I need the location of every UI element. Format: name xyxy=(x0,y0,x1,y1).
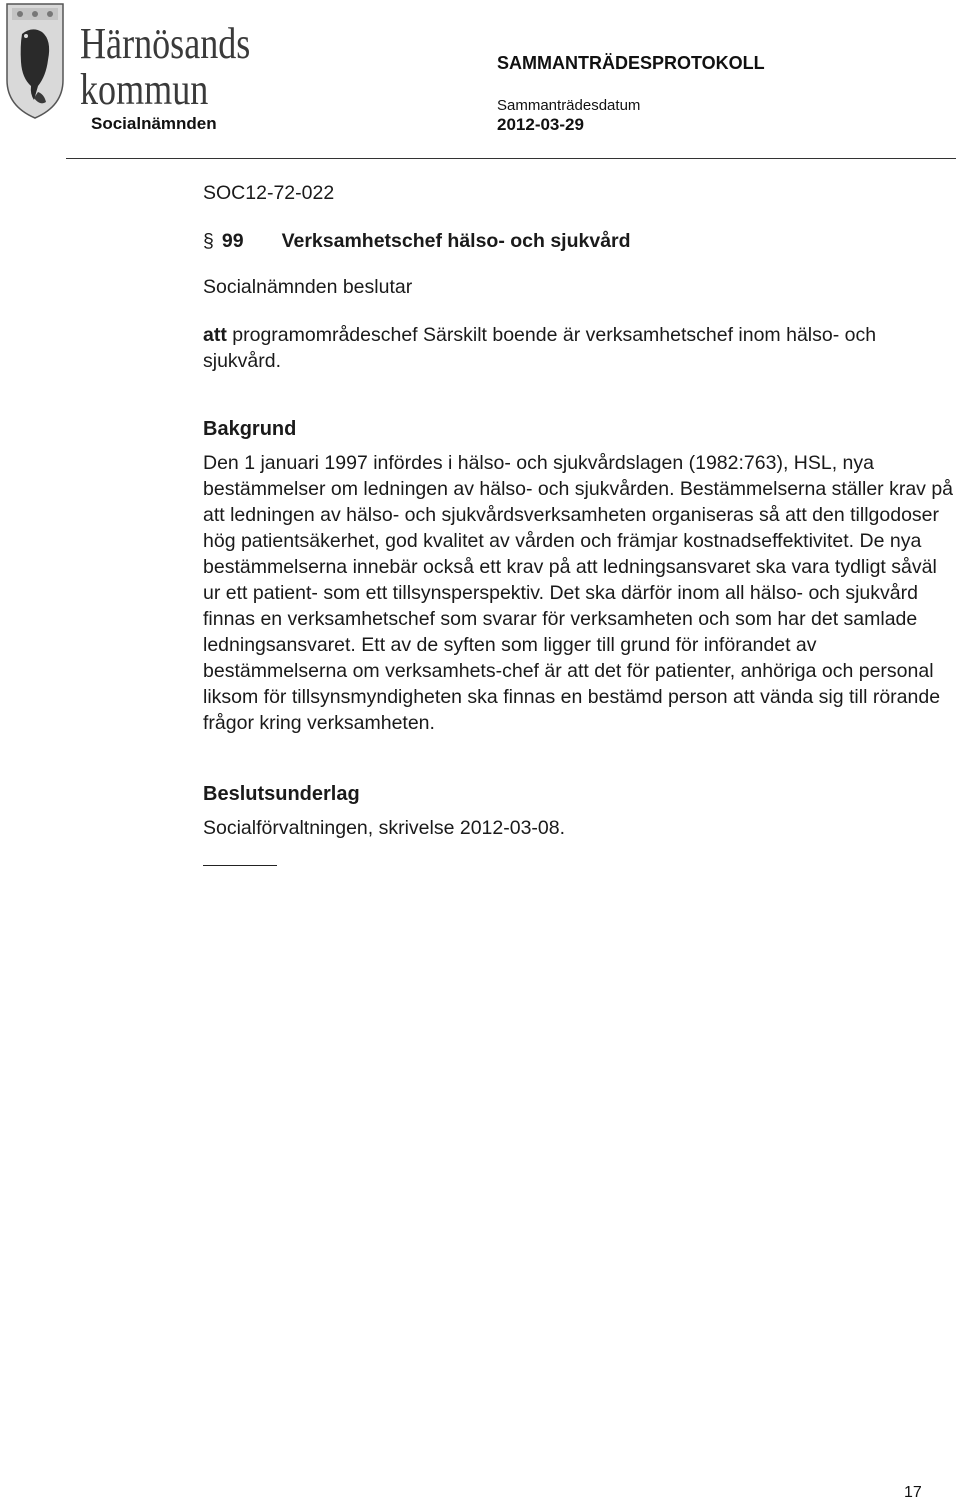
item-number: 99 xyxy=(221,230,244,252)
header-divider xyxy=(66,158,956,159)
basis-text: Socialförvaltningen, skrivelse 2012-03-08. xyxy=(203,817,566,839)
document-type: SAMMANTRÄDESPROTOKOLL xyxy=(497,53,765,73)
meeting-date-value: 2012-03-29 xyxy=(497,115,584,134)
item-heading xyxy=(203,228,955,254)
background-heading: Bakgrund xyxy=(203,418,297,440)
decision-keyword: att xyxy=(203,324,227,346)
municipal-crest-icon xyxy=(4,2,66,120)
decision-intro: Socialnämnden beslutar xyxy=(203,276,413,298)
item-title: Verksamhetschef hälso- och sjukvård xyxy=(281,230,631,252)
logo-wordmark-line1: Härnösands xyxy=(80,19,251,68)
logo-wordmark-line2: kommun xyxy=(80,65,209,114)
decision-body: programområdeschef Särskilt boende är verksamhetschef inom hälso- och sjukvård. xyxy=(203,324,877,372)
case-id: SOC12-72-022 xyxy=(203,182,335,204)
paragraph-sign: § xyxy=(203,230,214,252)
decision-text xyxy=(203,322,955,374)
background-text: Den 1 januari 1997 infördes i hälso- och sjukvårdslagen (1982:763), HSL, nya bestämmelser om ledningen av hälso- och sjukvården. Bestämmelserna ställer krav på att ledningen av hälso- och sjukvårdsverksamheten organiseras så att den tillgodoser hög patientsäkerhet, god kvalitet av vården och främjar kostnadseffektivitet. De nya bestämmelserna innebär också ett krav på att ledningsansvaret ska vara tydligt såväl ur ett patient- som ett tillsynsperspektiv. Det ska därför inom all hälso- och sjukvård finnas en verksamhetschef som svarar för verksamheten och som har det samlade ledningsansvaret. Ett av de syften som ligger till grund för införandet av bestämmelserna om verksamhets-chef är att det för patienter, anhöriga och personal liksom för tillsynsmyndigheten ska finnas en bestämd person att vända sig till rörande frågor kring verksamheten. xyxy=(203,452,954,734)
meeting-date-label: Sammanträdesdatum xyxy=(497,97,641,114)
end-divider xyxy=(203,865,277,866)
basis-heading: Beslutsunderlag xyxy=(203,783,360,805)
page-number: 17 xyxy=(904,1484,922,1501)
organization-name: Socialnämnden xyxy=(91,114,217,133)
protocol-item xyxy=(203,180,955,866)
